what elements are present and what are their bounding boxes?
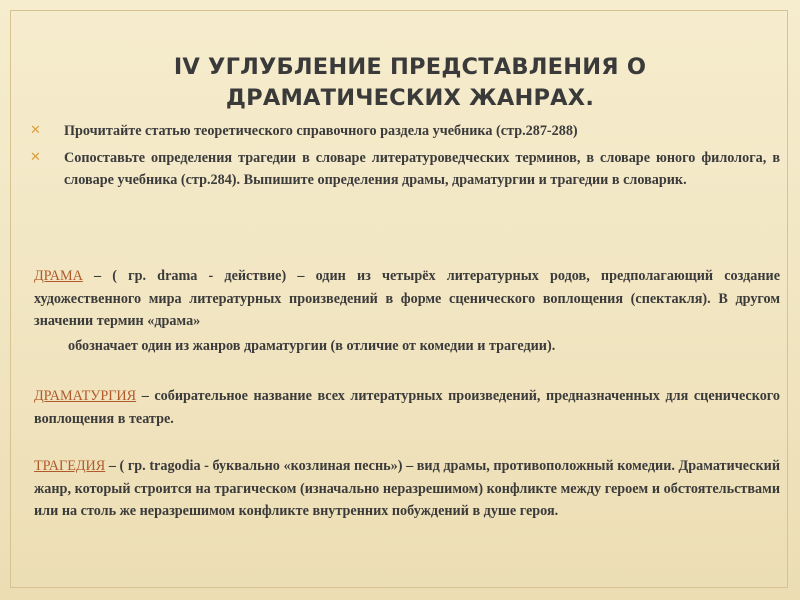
slide-title: IV УГЛУБЛЕНИЕ ПРЕДСТАВЛЕНИЯ О ДРАМАТИЧЕСКИХ ЖАНРАХ. [173, 54, 647, 111]
definition-tragedy [34, 455, 780, 523]
term-drama: ДРАМА [34, 268, 83, 284]
definition-drama-continuation: обозначает один из жанров драматургии (в отличие от комедии и трагедии). [68, 338, 556, 354]
task-item-text: Сопоставьте определения трагедии в словаре литературоведческих терминов, в словаре юного филолога, в словаре учебника (стр.284). Выпишите определения драмы, драматургии и трагедии в словарик. [64, 149, 780, 188]
task-item [30, 120, 780, 143]
term-dramaturgy: ДРАМАТУРГИЯ [34, 388, 137, 404]
x-bullet-icon: ✕ [30, 149, 41, 165]
task-item [30, 147, 780, 192]
definition-dramaturgy-text: – собирательное название всех литературных произведений, предназначенных для сценического воплощения в театре. [34, 388, 780, 427]
task-list [30, 120, 780, 196]
definition-tragedy-text: – ( гр. tragodia - буквально «козлиная песнь») – вид драмы, противоположный комедии. Драматический жанр, который строится на трагическом (изначально неразрешимом) конфликте между героем и обстоятельствами или на столь же неразрешимом конфликте внутренних побуждений в душе героя. [34, 458, 780, 519]
definition-drama-text: – ( гр. drama - действие) – один из четырёх литературных родов, предполагающий создание художественного мира литературных произведений в форме сценического воплощения (спектакля). В другом значении термин «драма» [34, 268, 780, 329]
term-tragedy: ТРАГЕДИЯ [34, 458, 106, 474]
definition-dramaturgy [34, 385, 780, 430]
task-item-text: Прочитайте статью теоретического справочного раздела учебника (стр.287-288) [64, 123, 578, 139]
definition-drama [34, 265, 780, 333]
x-bullet-icon: ✕ [30, 123, 41, 138]
